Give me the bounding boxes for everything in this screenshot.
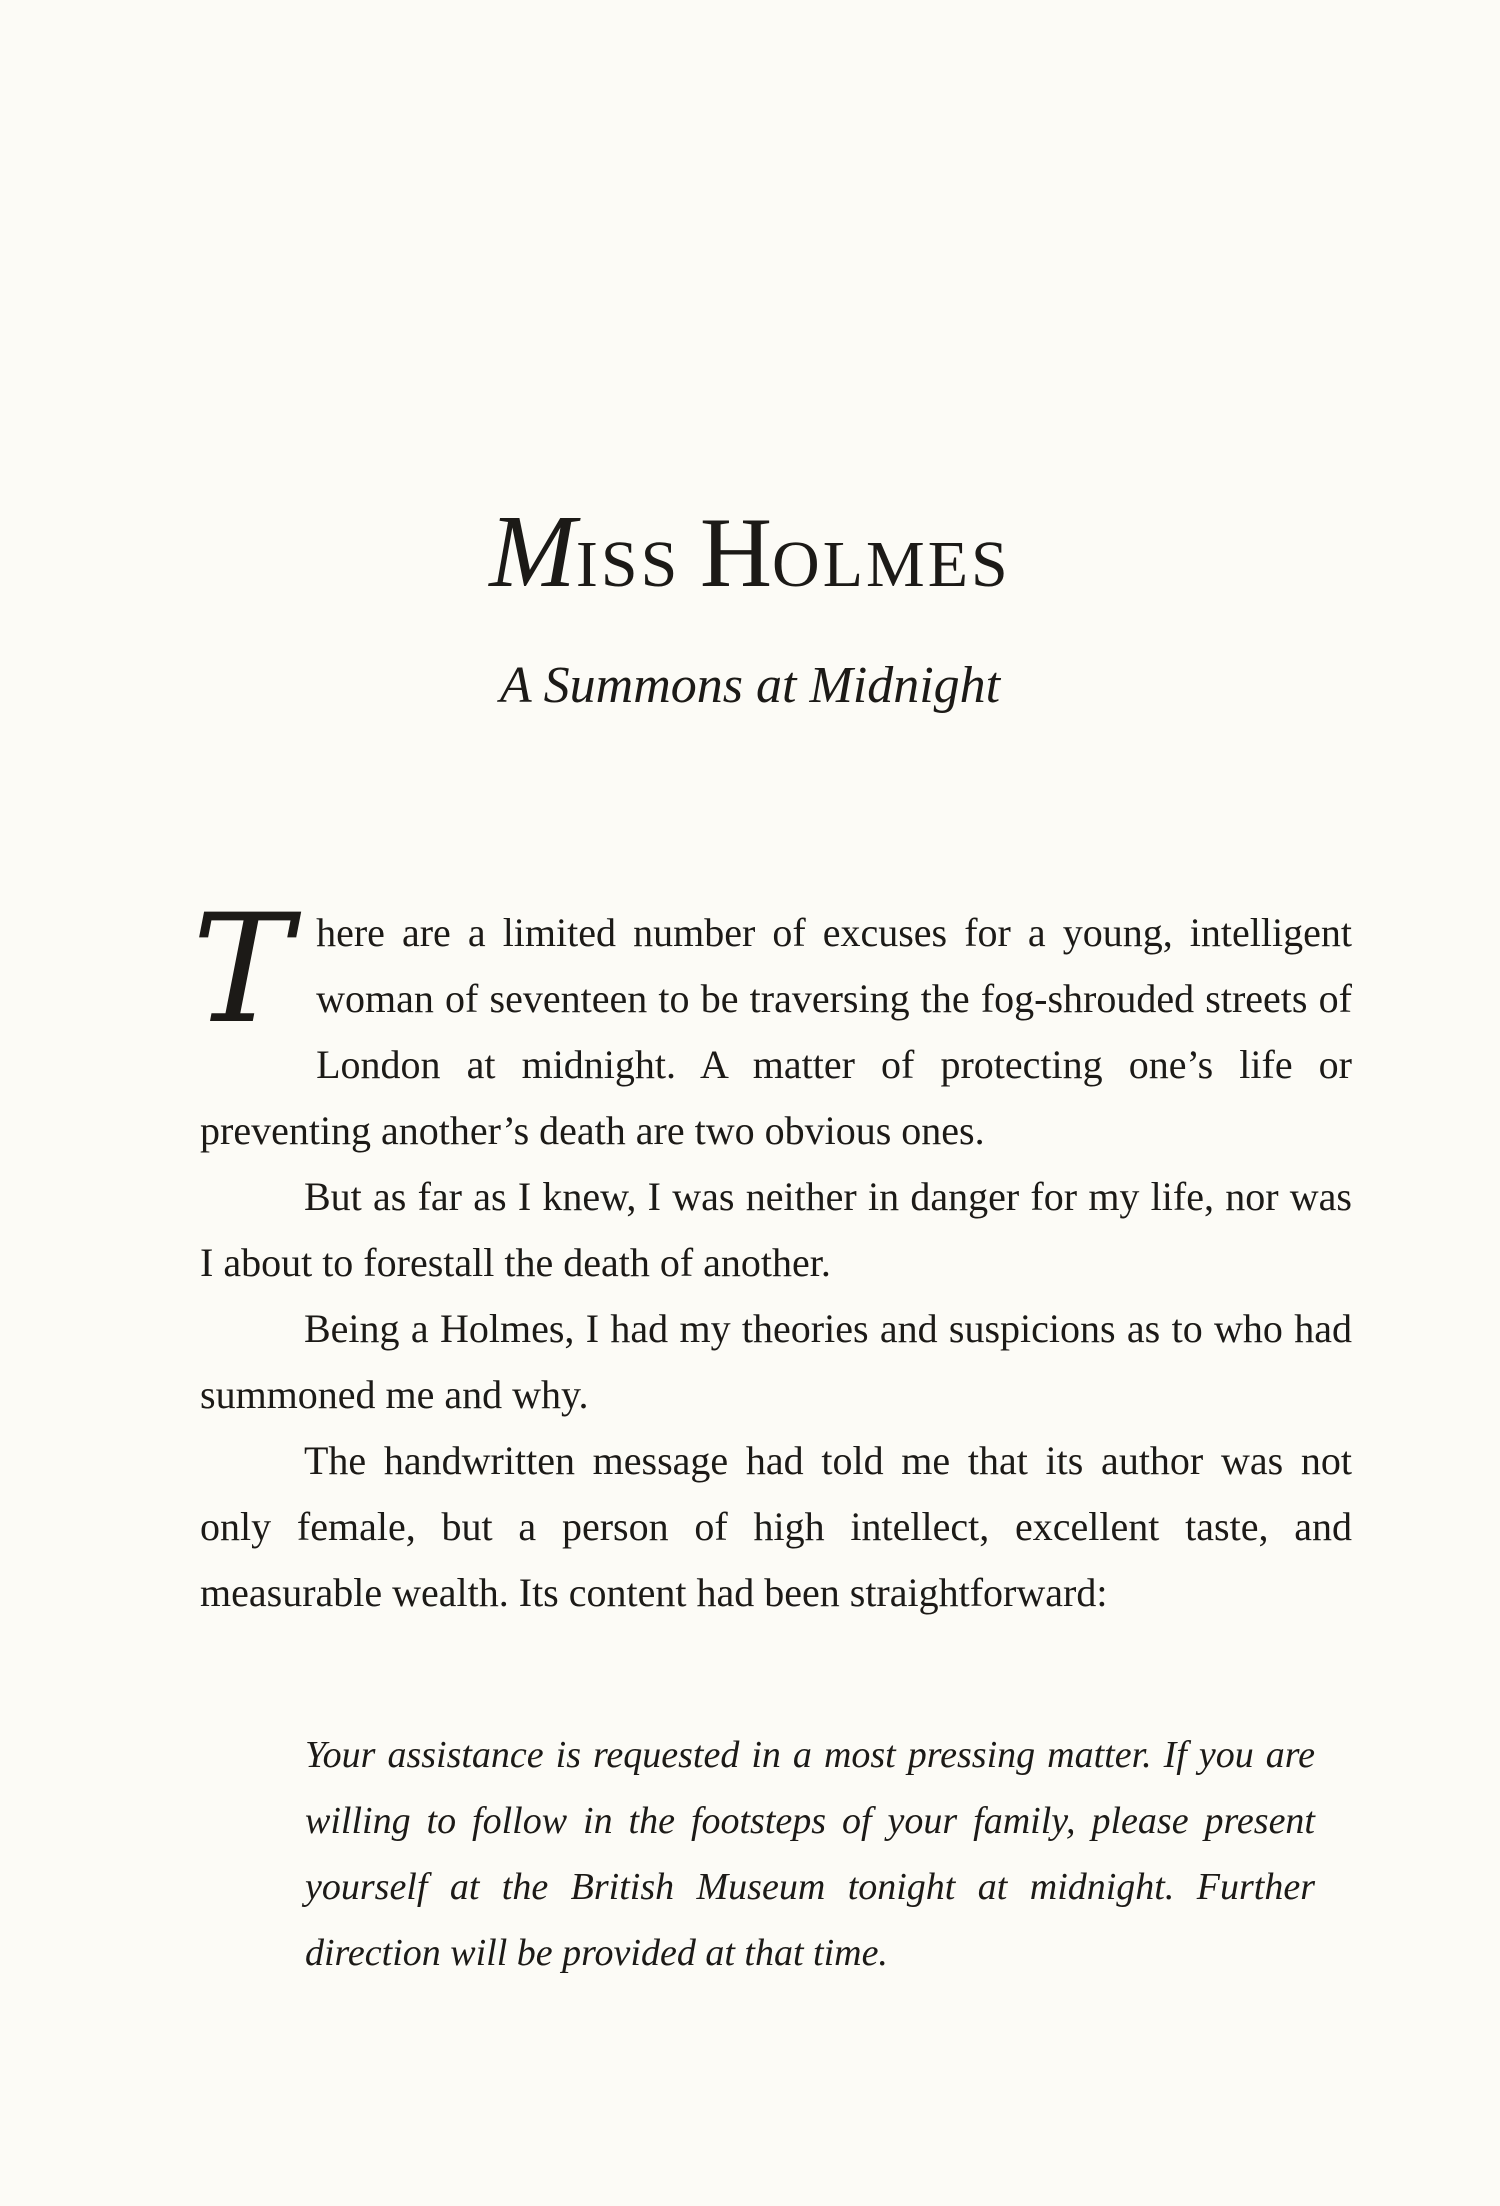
title-part-1: ISS	[575, 528, 700, 601]
quoted-letter	[305, 1722, 1315, 1986]
body-text	[192, 883, 1352, 1626]
paragraph-1	[192, 883, 1352, 1164]
chapter-subtitle: A Summons at Midnight	[499, 657, 1001, 714]
title-part-2: OLMES	[772, 528, 1011, 601]
drop-cap: T	[192, 883, 293, 1057]
title-initial-h: H	[699, 497, 773, 608]
paragraph-4: The handwritten message had told me that its author was not only female, but a person of high intellect, excellent taste, and measurable wealth. Its content had been straightforward:	[200, 1438, 1352, 1615]
paragraph-1-text: here are a limited number of excuses for a young, intelligent woman of seventeen to be traversing the fog-shrouded streets of London at midnight. A matter of protecting one’s life or preventing another’s death are two obvious ones.	[200, 910, 1352, 1153]
letter-text: Your assistance is requested in a most pressing matter. If you are willing to follow in the footsteps of your family, please present yourself at the British Museum tonight at midnight. Further direction will be provided at that time.	[305, 1734, 1315, 1974]
paragraph-3: Being a Holmes, I had my theories and suspicions as to who had summoned me and why.	[200, 1306, 1352, 1417]
chapter-title	[0, 494, 1500, 609]
title-initial-m: M	[489, 494, 576, 609]
paragraph-2: But as far as I knew, I was neither in danger for my life, nor was I about to forestall the death of another.	[200, 1174, 1352, 1285]
